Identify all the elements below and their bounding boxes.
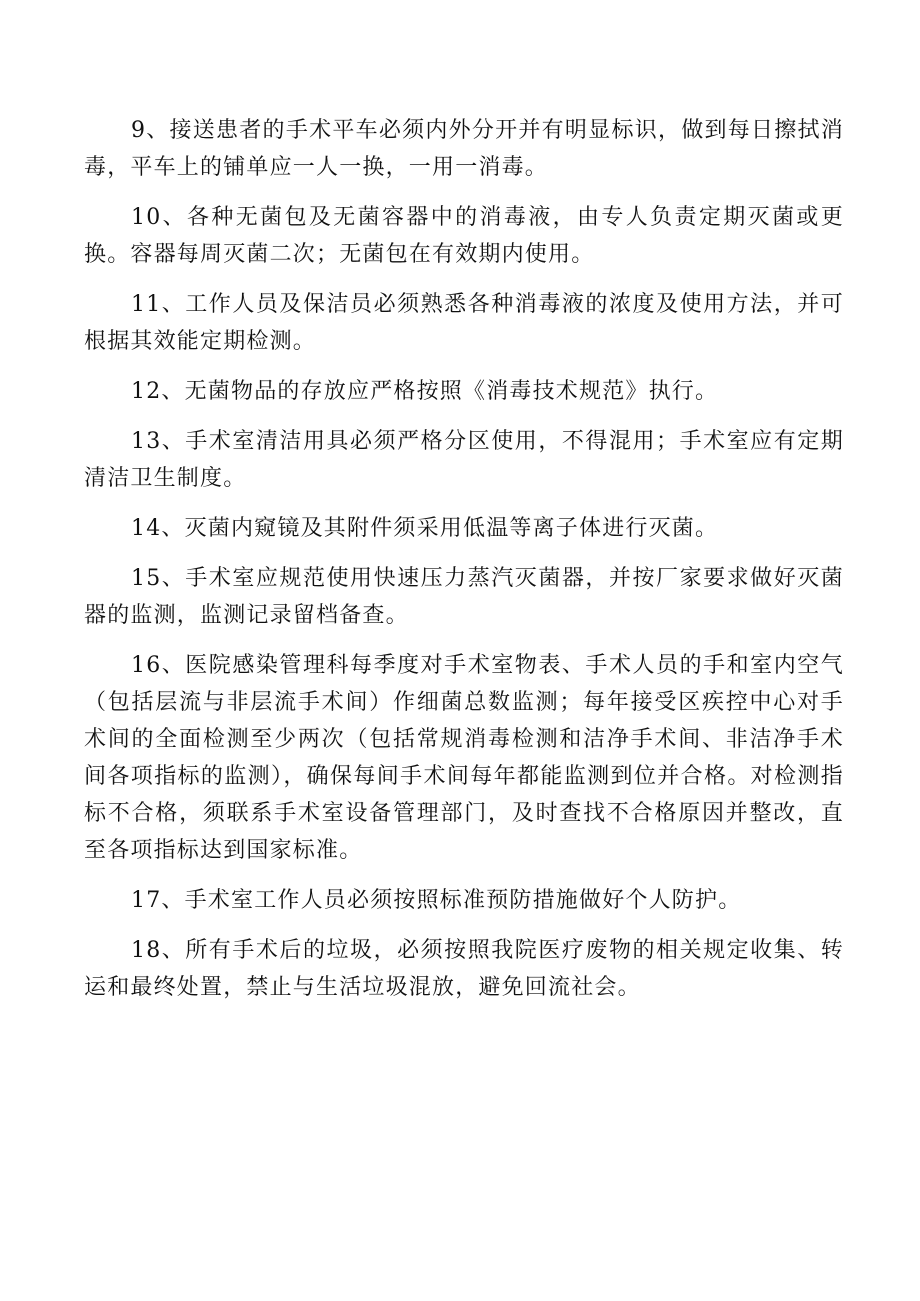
paragraph-item-16: 16、医院感染管理科每季度对手术室物表、手术人员的手和室内空气（包括层流与非层流手术间）作细菌总数监测；每年接受区疾控中心对手术间的全面检测至少两次（包括常规消毒检测和洁净手术间、非洁净手术间各项指标的监测），确保每间手术间每年都能监测到位并合格。对检测指标不合格，须联系手术室设备管理部门，及时查找不合格原因并整改，直至各项指标达到国家标准。: [84, 653, 844, 863]
paragraph-item-12: 12、无菌物品的存放应严格按照《消毒技术规范》执行。: [131, 379, 719, 404]
paragraph-item-10: 10、各种无菌包及无菌容器中的消毒液，由专人负责定期灭菌或更换。容器每周灭菌二次；无菌包在有效期内使用。: [84, 205, 844, 267]
paragraph-item-18: 18、所有手术后的垃圾，必须按照我院医疗废物的相关规定收集、转运和最终处置，禁止与生活垃圾混放，避免回流社会。: [84, 938, 844, 1000]
paragraph-item-13: 13、手术室清洁用具必须严格分区使用，不得混用；手术室应有定期清洁卫生制度。: [84, 429, 844, 491]
paragraph-item-14: 14、灭菌内窥镜及其附件须采用低温等离子体进行灭菌。: [131, 516, 719, 541]
paragraph-item-17: 17、手术室工作人员必须按照标准预防措施做好个人防护。: [131, 888, 742, 913]
paragraph-item-11: 11、工作人员及保洁员必须熟悉各种消毒液的浓度及使用方法，并可根据其效能定期检测。: [84, 292, 844, 354]
paragraph-item-15: 15、手术室应规范使用快速压力蒸汽灭菌器，并按厂家要求做好灭菌器的监测，监测记录留档备查。: [84, 566, 844, 628]
paragraph-item-9: 9、接送患者的手术平车必须内外分开并有明显标识，做到每日擦拭消毒，平车上的铺单应一人一换，一用一消毒。: [84, 118, 844, 180]
document-page: [84, 112, 844, 1019]
